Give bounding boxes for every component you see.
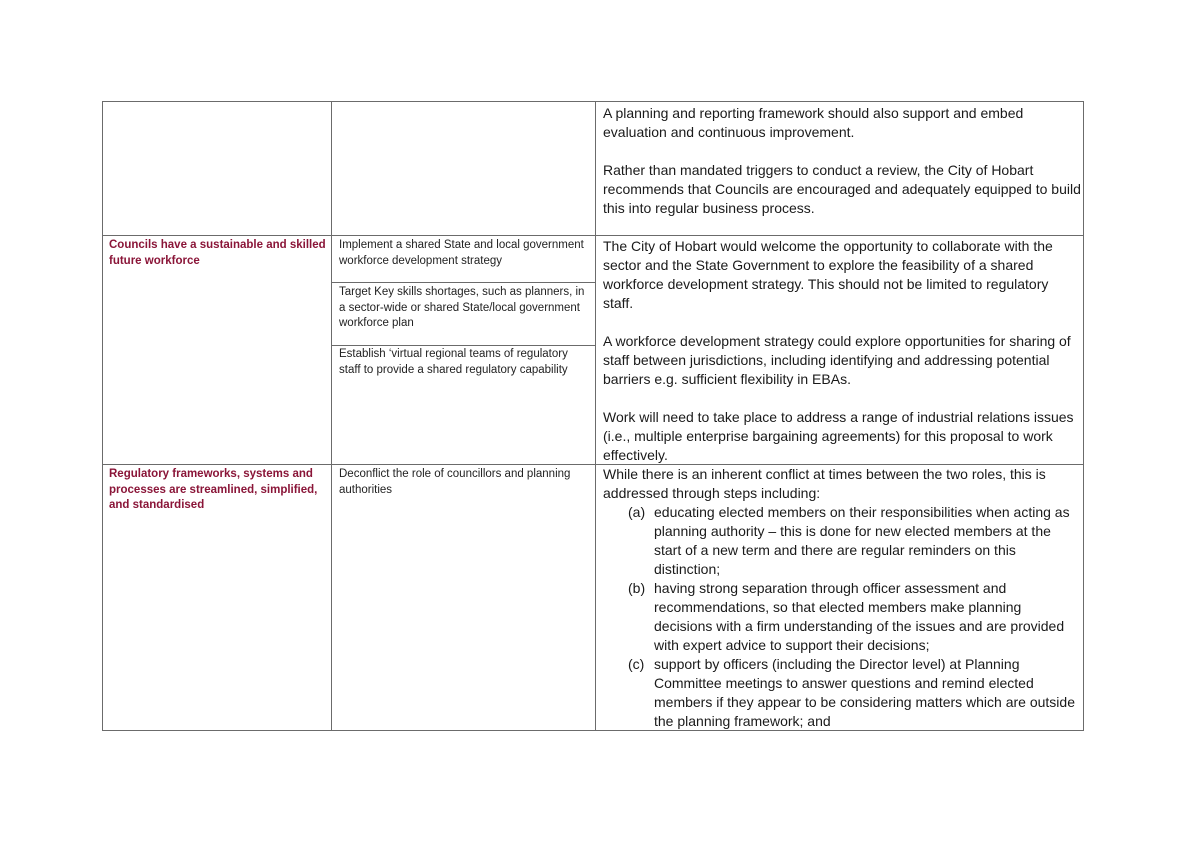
- list-item: [603, 655, 1081, 731]
- list-label: (c): [628, 656, 645, 672]
- row-1-response: [603, 104, 1081, 218]
- response-paragraph: While there is an inherent conflict at times between the two roles, this is addressed through steps including:: [603, 466, 1046, 501]
- list-text: educating elected members on their responsibilities when acting as planning authority – this is done for new elected members at the start of a new term and there are regular reminders on this distinction;: [654, 504, 1070, 577]
- feedback-table: [102, 101, 1084, 731]
- row-2-response: [603, 237, 1081, 465]
- row-3-response: [603, 465, 1081, 731]
- action-item: Implement a shared State and local government workforce development strategy: [339, 239, 584, 267]
- response-paragraph: The City of Hobart would welcome the opportunity to collaborate with the sector and the State Government to explore the feasibility of a shared workforce development strategy. This should not be limited to regulatory staff.: [603, 238, 1053, 311]
- response-paragraph: Rather than mandated triggers to conduct a review, the City of Hobart recommends that Councils are encouraged and adequately equipped to build this into regular business process.: [603, 162, 1081, 216]
- action-item: Establish ‘virtual regional teams of regulatory staff to provide a shared regulatory capability: [339, 348, 568, 376]
- list-label: (b): [628, 580, 646, 596]
- response-paragraph: A workforce development strategy could explore opportunities for sharing of staff between jurisdictions, including identifying and addressing potential barriers e.g. sufficient flexibility in EBAs.: [603, 333, 1071, 387]
- response-list: [603, 503, 1081, 731]
- row-divider: [103, 235, 1083, 236]
- list-item: [603, 503, 1081, 579]
- list-text: having strong separation through officer assessment and recommendations, so that elected members make planning decisions with a firm understanding of the issues and are provided with expert advice to support their decisions;: [654, 580, 1065, 653]
- outcome-title: Regulatory frameworks, systems and processes are streamlined, simplified, and standardised: [109, 468, 318, 511]
- list-label: (a): [628, 504, 646, 520]
- action-divider: [331, 345, 595, 346]
- action-item: Target Key skills shortages, such as planners, in a sector-wide or shared State/local government workforce plan: [339, 286, 585, 329]
- list-text: support by officers (including the Director level) at Planning Committee meetings to answer questions and remind elected members if they appear to be considering matters which are outside the planning framework; and: [654, 656, 1075, 729]
- column-divider: [595, 102, 596, 730]
- response-paragraph: Work will need to take place to address a range of industrial relations issues (i.e., multiple enterprise bargaining agreements) for this proposal to work effectively.: [603, 409, 1074, 463]
- response-paragraph: A planning and reporting framework should also support and embed evaluation and continuous improvement.: [603, 105, 1024, 140]
- outcome-title: Councils have a sustainable and skilled future workforce: [109, 239, 326, 267]
- action-divider: [331, 282, 595, 283]
- action-item: Deconflict the role of councillors and planning authorities: [339, 468, 571, 496]
- list-item: [603, 579, 1081, 655]
- column-divider: [331, 102, 332, 730]
